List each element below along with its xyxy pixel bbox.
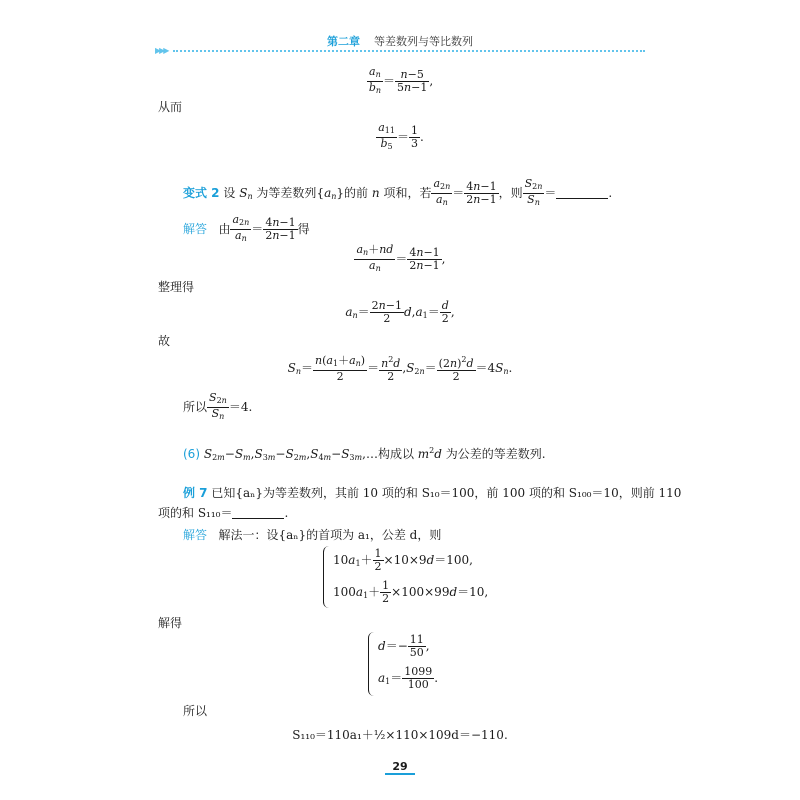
example-7-blank	[232, 518, 284, 519]
text-jiede: 解得	[158, 616, 183, 630]
variant-2-problem: 变式 2 设 $S_n$ 为等差数列$\{a_n\}$的前 n 项和，若 $\frac{a_{2n}}{a_n}$ ＝ $\frac{4n-1}{2n-1}$ ，则 $\frac{S_{2n}}{S_n}$ ＝ .	[183, 177, 613, 207]
equation-an-nd: $\frac{a_n+nd}{a_n}$ ＝ $\frac{4n-1}{2n-1}$ ,	[356, 243, 446, 273]
header-title	[155, 33, 645, 49]
variant-label: 变式 2	[183, 186, 220, 200]
left-brace-2	[368, 632, 375, 696]
dotted-rule	[173, 50, 645, 52]
example-7-label: 例 7	[183, 486, 208, 500]
text-suoyi-2: 所以	[183, 704, 208, 718]
example-7-line-1: 例 7 已知{aₙ}为等差数列，其前 10 项的和 S₁₀＝100，前 100 项的和 S₁₀₀＝10，则前 110	[183, 486, 682, 500]
arrow-decoration-icon: ▶▶▶	[155, 46, 168, 55]
chapter-title: 等差数列与等比数列	[374, 35, 473, 48]
page-number: 29	[392, 760, 408, 773]
equation-system-2: d＝− $\frac{11}{50}$ , $a_1=$ $\frac{1099}{100}$ .	[368, 632, 458, 696]
equation-sn-s2n: $S_n=$ $\frac{n(a_1+a_n)}{2}$ ＝ $\frac{n^2d}{2}$ $,S_{2n}=$ $\frac{(2n)^2d}{2}$ $=4S_n$.	[287, 353, 513, 383]
conclusion-s2n-sn: 所以 $\frac{S_{2n}}{S_n}$ ＝4.	[183, 391, 253, 421]
final-equation: S₁₁₀＝110a₁＋½×110×109d＝−110.	[292, 728, 508, 742]
item-6-number: (6)	[183, 447, 200, 461]
text-gu: 故	[158, 334, 171, 348]
example-7-answer-label: 解答	[183, 528, 208, 542]
header-rule	[155, 46, 645, 55]
equation-an-bn: $\frac{a_n}{b_n}$ ＝ $\frac{n-5}{5n-1}$ ,	[368, 65, 434, 95]
item-6: (6) $S_{2m}-S_m,S_{3m}-S_{2m},S_{4m}-S_{3m},\dots$构成以 $m^2d$ 为公差的等差数列.	[183, 446, 546, 462]
equation-a11-b5: $\frac{a_{11}}{b_5}$ ＝ $\frac{1}{3}$ .	[378, 121, 424, 151]
text-zhengli: 整理得	[158, 280, 195, 294]
page-number-underline	[385, 773, 415, 775]
chapter-label: 第二章	[327, 35, 360, 48]
example-7-solution-intro: 解答 解法一：设{aₙ}的首项为 a₁，公差 d，则	[183, 528, 442, 542]
text-congerr: 从而	[158, 100, 183, 114]
answer-label: 解答	[183, 222, 208, 236]
equation-an-d: $a_n=$ $\frac{2n-1}{2}$ $d,a_1=$ $\frac{d}{2}$ ,	[345, 299, 455, 325]
running-header	[155, 33, 645, 53]
example-7-line-2: 项的和 S₁₁₀＝ .	[158, 506, 289, 520]
answer-blank	[556, 198, 608, 199]
answer-intro: 解答 由 $\frac{a_{2n}}{a_n}$ ＝ $\frac{4n-1}{2n-1}$ 得	[183, 213, 310, 243]
left-brace	[323, 546, 330, 608]
equation-system-1: $10a_1+$ $\frac{1}{2}$ ×10×9d＝100, $100a_1+$ $\frac{1}{2}$ ×100×99d＝10,	[323, 546, 503, 608]
